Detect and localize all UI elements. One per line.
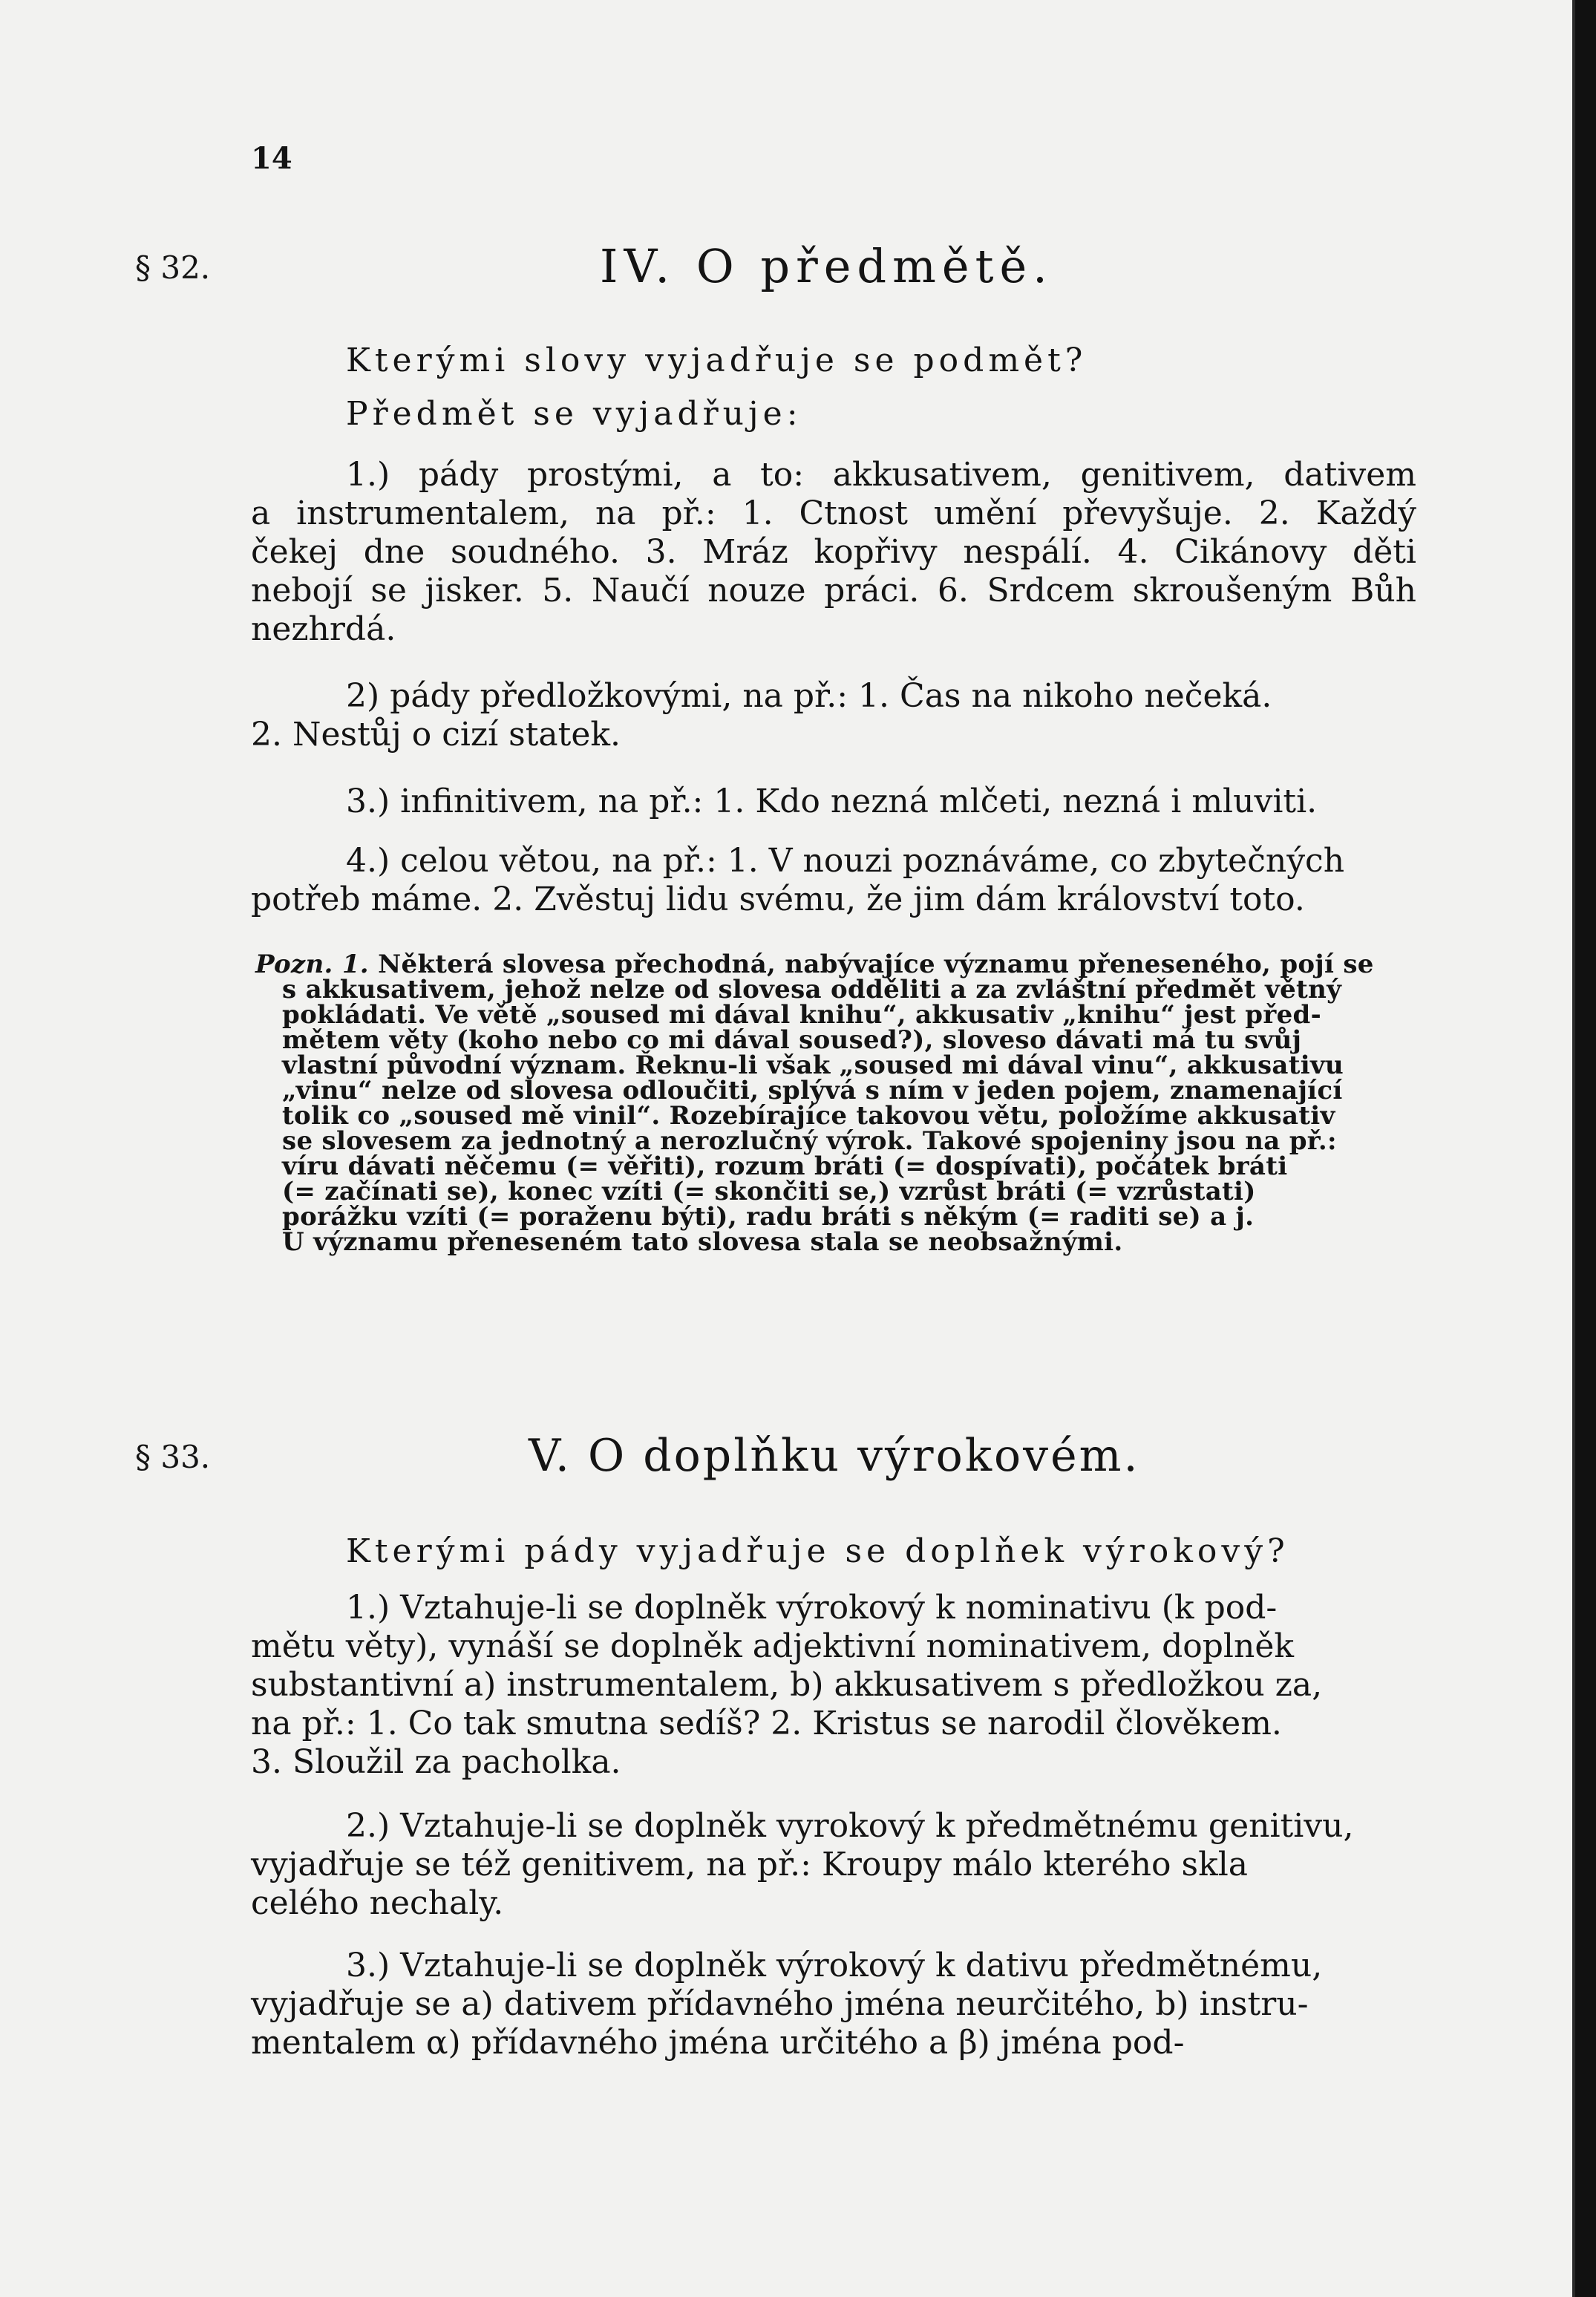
text-line: nebojí se jisker. 5. Naučí nouze práci. 6. Srdcem skroušeným Bůh <box>251 572 1416 610</box>
footnote-line: vlastní původní význam. Řeknu-li však „soused mi dával vinu“, akkusativu <box>282 1051 1344 1080</box>
paragraph <box>251 456 1416 649</box>
text-line: vyjadřuje se též genitivem, na př.: Kroupy málo kterého skla <box>251 1846 1249 1883</box>
footnote-label: Pozn. 1. <box>255 950 369 979</box>
text-line: vyjadřuje se a) dativem přídavného jména neurčitého, b) instru- <box>251 1985 1309 2023</box>
footnote-line: (= začínati se), konec vzíti (= skončiti se,) vzrůst bráti (= vzrůstati) <box>282 1177 1256 1206</box>
footnote-line: s akkusativem, jehož nelze od slovesa odděliti a za zvláštní předmět větný <box>282 975 1342 1004</box>
text-line: 1.) Vztahuje-li se doplněk výrokový k nominativu (k pod- <box>346 1589 1278 1627</box>
paragraph <box>251 1947 1416 2062</box>
footnote-line: U významu přeneseném tato slovesa stala se neobsažnými. <box>282 1227 1123 1257</box>
text-line: 2.) Vztahuje-li se doplněk vyrokový k předmětnému genitivu, <box>346 1807 1354 1845</box>
text-line: mentalem α) přídavného jména určitého a β) jména pod- <box>251 2024 1185 2062</box>
footnote-line: se slovesem za jednotný a nerozlučný výrok. Takové spojeniny jsou na př.: <box>282 1126 1337 1156</box>
footnote-line: porážku vzíti (= poraženu býti), radu bráti s někým (= raditi se) a j. <box>282 1202 1255 1232</box>
paragraph <box>251 1589 1416 1782</box>
section-question: Kterými slovy vyjadřuje se podmět? <box>346 342 1088 379</box>
text-line: 3.) infinitivem, na př.: 1. Kdo nezná mlčeti, nezná i mluviti. <box>346 782 1318 820</box>
paragraph <box>346 782 1317 821</box>
text-line: 3. Sloužil za pacholka. <box>251 1743 621 1781</box>
paragraph <box>251 1807 1416 1923</box>
footnote-line: Některá slovesa přechodná, nabývajíce významu přeneseného, pojí se <box>378 950 1374 979</box>
text-line: čekej dne soudného. 3. Mráz kopřivy nespálí. 4. Cikánovy děti <box>251 533 1416 571</box>
footnote-line: tolik co „soused mě vinil“. Rozebírajíce takovou větu, položíme akkusativ <box>282 1101 1335 1131</box>
text-line: 1.) pády prostými, a to: akkusativem, genitivem, dativem <box>346 456 1416 494</box>
section-title: V. O doplňku výrokovém. <box>529 1430 1140 1482</box>
text-line: 2. Nestůj o cizí statek. <box>251 716 621 754</box>
paragraph <box>251 842 1416 919</box>
section-question: Kterými pády vyjadřuje se doplňek výrokový? <box>346 1532 1289 1570</box>
section-number: § 33. <box>135 1439 211 1475</box>
text-line: 3.) Vztahuje-li se doplněk výrokový k dativu předmětnému, <box>346 1947 1323 1984</box>
section-subheading: Předmět se vyjadřuje: <box>346 395 802 433</box>
footnote-line: pokládati. Ve větě „soused mi dával knihu“, akkusativ „knihu“ jest před- <box>282 1000 1322 1030</box>
text-line: substantivní a) instrumentalem, b) akkusativem s předložkou za, <box>251 1666 1323 1704</box>
footnote-line: víru dávati něčemu (= věřiti), rozum bráti (= dospívati), počátek bráti <box>282 1151 1288 1181</box>
text-line: na př.: 1. Co tak smutna sedíš? 2. Kristus se narodil člověkem. <box>251 1705 1282 1742</box>
text-line: potřeb máme. 2. Zvěstuj lidu svému, že jim dám království toto. <box>251 880 1305 918</box>
text-line: mětu věty), vynáší se doplněk adjektivní nominativem, doplněk <box>251 1627 1295 1665</box>
footnote-line: mětem věty (koho nebo co mi dával soused?), sloveso dávati má tu svůj <box>282 1025 1302 1055</box>
text-line: a instrumentalem, na př.: 1. Ctnost umění převyšuje. 2. Každý <box>251 494 1416 532</box>
paragraph <box>251 677 1416 754</box>
text-line: nezhrdá. <box>251 610 396 648</box>
section-number: § 32. <box>135 249 211 286</box>
text-line: 4.) celou větou, na př.: 1. V nouzi poznáváme, co zbytečných <box>346 842 1345 880</box>
footnote-line: „vinu“ nelze od slovesa odloučiti, splývá s ním v jeden pojem, znamenající <box>282 1076 1343 1105</box>
footnote <box>251 952 1416 1255</box>
section-title: IV. O předmětě. <box>600 239 1053 293</box>
page-number: 14 <box>251 141 292 176</box>
text-line: celého nechaly. <box>251 1884 504 1922</box>
text-line: 2) pády předložkovými, na př.: 1. Čas na nikoho nečeká. <box>346 677 1272 715</box>
